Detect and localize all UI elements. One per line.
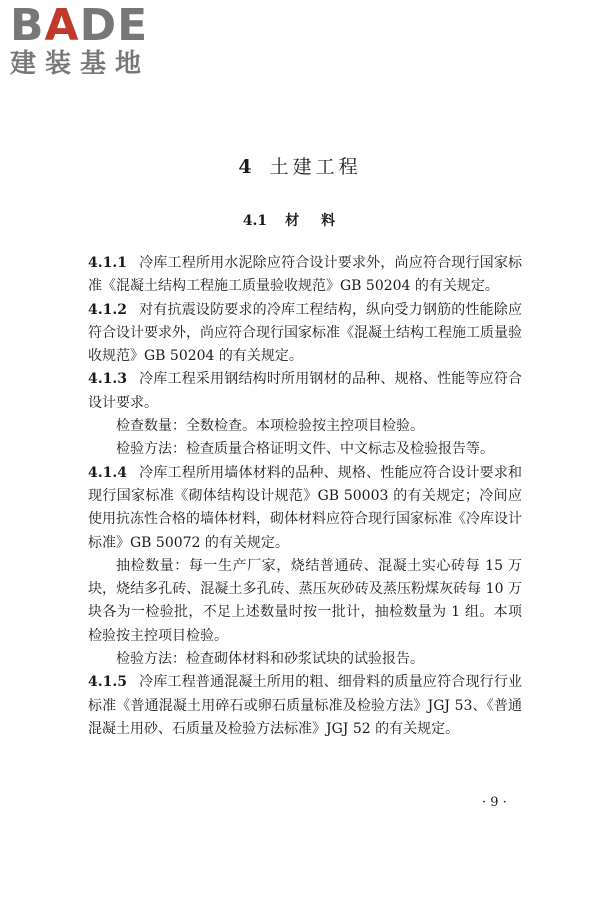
logo-subtitle: 建装基地	[10, 49, 151, 79]
clause-4-1-2	[88, 299, 522, 369]
logo-wordmark	[10, 0, 185, 51]
clause-number: 4.1.2	[88, 301, 127, 318]
check-method: 检验方法：检查质量合格证明文件、中文标志及检验报告等。	[116, 441, 494, 458]
chapter-title	[0, 152, 600, 179]
chapter-title-text: 土建工程	[269, 156, 362, 178]
clause-text: 冷库工程所用墙体材料的品种、规格、性能应符合设计要求和现行国家标准《砌体结构设计规范》GB 50003 的有关规定；冷间应使用抗冻性合格的墙体材料，砌体材料应符合现行国家标准《冷库设计标准》GB 50072 的有关规定。	[88, 464, 522, 551]
clause-text: 对有抗震设防要求的冷库工程结构，纵向受力钢筋的性能除应符合设计要求外，尚应符合现行国家标准《混凝土结构工程施工质量验收规范》GB 50204 的有关规定。	[88, 301, 522, 365]
clause-number: 4.1.3	[88, 371, 127, 388]
logo-letter-b: B	[10, 0, 45, 51]
page-number: · 9 ·	[482, 795, 507, 810]
logo-letters-de: DE	[79, 0, 149, 51]
bade-logo	[10, 0, 185, 80]
clause-4-1-3	[88, 368, 522, 415]
clause-text: 冷库工程所用水泥除应符合设计要求外，尚应符合现行国家标准《混凝土结构工程施工质量验收规范》GB 50204 的有关规定。	[88, 255, 522, 295]
clause-number: 4.1.5	[88, 674, 127, 691]
sample-quantity: 抽检数量：每一生产厂家，烧结普通砖、混凝土实心砖每 15 万块，烧结多孔砖、混凝土多孔砖、蒸压灰砂砖及蒸压粉煤灰砖每 10 万块各为一检验批，不足上述数量时按一批计，抽检数量为 1 组。本项检验按主控项目检验。	[88, 557, 522, 644]
document-body	[88, 252, 522, 741]
logo-letter-a: A	[44, 0, 80, 51]
chapter-number: 4	[238, 156, 256, 178]
section-title	[0, 210, 600, 230]
check-quantity: 检查数量：全数检查。本项检验按主控项目检验。	[116, 418, 424, 435]
clause-4-1-1	[88, 252, 522, 299]
clause-text: 冷库工程普通混凝土所用的粗、细骨料的质量应符合现行行业标准《普通混凝土用碎石或卵石质量标准及检验方法》JGJ 53、《普通混凝土用砂、石质量及检验方法标准》JGJ 52 的有关规定。	[88, 674, 522, 737]
clause-4-1-4	[88, 462, 522, 555]
clause-number: 4.1.4	[88, 464, 127, 481]
section-title-text: 材料	[285, 213, 358, 229]
check-method: 检验方法：检查砌体材料和砂浆试块的试验报告。	[116, 651, 424, 668]
clause-4-1-5	[88, 671, 522, 741]
section-number: 4.1	[242, 213, 268, 229]
clause-number: 4.1.1	[88, 255, 127, 271]
clause-text: 冷库工程采用钢结构时所用钢材的品种、规格、性能等应符合设计要求。	[88, 371, 522, 411]
